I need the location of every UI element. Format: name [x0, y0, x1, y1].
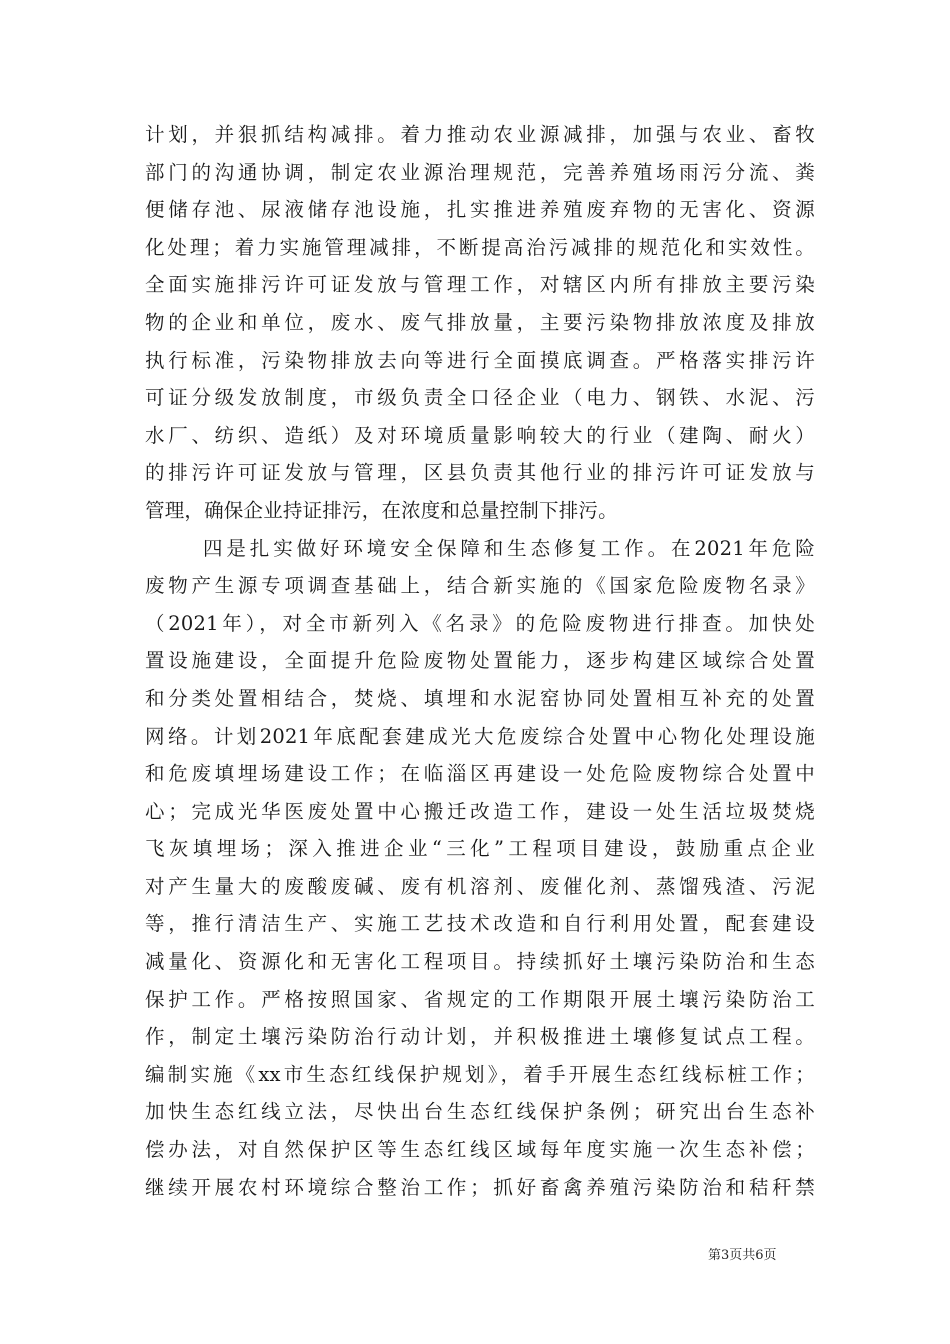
text-line: 飞灰填埋场；深入推进企业“三化”工程项目建设，鼓励重点企业 [145, 837, 815, 861]
text-line: 的排污许可证发放与管理，区县负责其他行业的排污许可证发放与 [145, 461, 815, 485]
text-line: 网络。计划2021年底配套建成光大危废综合处置中心物化处理设施 [145, 724, 815, 748]
text-line: 对产生量大的废酸废碱、废有机溶剂、废催化剂、蒸馏残渣、污泥 [145, 874, 815, 898]
text-line: 物的企业和单位，废水、废气排放量，主要污染物排放浓度及排放 [145, 310, 815, 334]
text-line: 可证分级发放制度，市级负责全口径企业（电力、钢铁、水泥、污 [145, 386, 815, 410]
text-line: 全面实施排污许可证发放与管理工作，对辖区内所有排放主要污染 [145, 273, 815, 297]
text-line: 便储存池、尿液储存池设施，扎实推进养殖废弃物的无害化、资源 [145, 198, 815, 222]
text-line: （2021年），对全市新列入《名录》的危险废物进行排查。加快处 [145, 611, 815, 635]
text-line: 心；完成光华医废处置中心搬迁改造工作，建设一处生活垃圾焚烧 [145, 799, 815, 823]
text-line: 置设施建设，全面提升危险废物处置能力，逐步构建区域综合处置 [145, 649, 815, 673]
text-line: 继续开展农村环境综合整治工作；抓好畜禽养殖污染防治和秸秆禁 [145, 1175, 815, 1199]
text-line: 计划，并狠抓结构减排。着力推动农业源减排，加强与农业、畜牧 [145, 123, 815, 146]
text-line: 废物产生源专项调查基础上，结合新实施的《国家危险废物名录》 [145, 574, 815, 598]
text-line: 作，制定土壤污染防治行动计划，并积极推进土壤修复试点工程。 [145, 1025, 815, 1049]
text-line: 和危废填埋场建设工作；在临淄区再建设一处危险废物综合处置中 [145, 762, 815, 786]
page-number: 第3页共6页 [708, 1248, 777, 1263]
text-line: 管理，确保企业持证排污，在浓度和总量控制下排污。 [145, 498, 618, 522]
text-line: 四是扎实做好环境安全保障和生态修复工作。在2021年危险 [203, 536, 815, 560]
text-line: 和分类处置相结合，焚烧、填埋和水泥窑协同处置相互补充的处置 [145, 686, 815, 710]
text-line: 执行标准，污染物排放去向等进行全面摸底调查。严格落实排污许 [145, 348, 815, 372]
text-line: 保护工作。严格按照国家、省规定的工作期限开展土壤污染防治工 [145, 987, 815, 1011]
document-body [145, 116, 815, 1206]
text-line: 部门的沟通协调，制定农业源治理规范，完善养殖场雨污分流、粪 [145, 160, 815, 184]
text-line: 水厂、纺织、造纸）及对环境质量影响较大的行业（建陶、耐火） [145, 423, 815, 447]
text-line: 等，推行清洁生产、实施工艺技术改造和自行利用处置，配套建设 [145, 912, 815, 936]
text-line: 偿办法，对自然保护区等生态红线区域每年度实施一次生态补偿； [145, 1138, 815, 1162]
text-line: 编制实施《xx市生态红线保护规划》，着手开展生态红线标桩工作； [145, 1062, 815, 1086]
text-line: 减量化、资源化和无害化工程项目。持续抓好土壤污染防治和生态 [145, 950, 815, 974]
text-line: 加快生态红线立法，尽快出台生态红线保护条例；研究出台生态补 [145, 1100, 815, 1124]
text-line: 化处理；着力实施管理减排，不断提高治污减排的规范化和实效性。 [145, 235, 815, 259]
